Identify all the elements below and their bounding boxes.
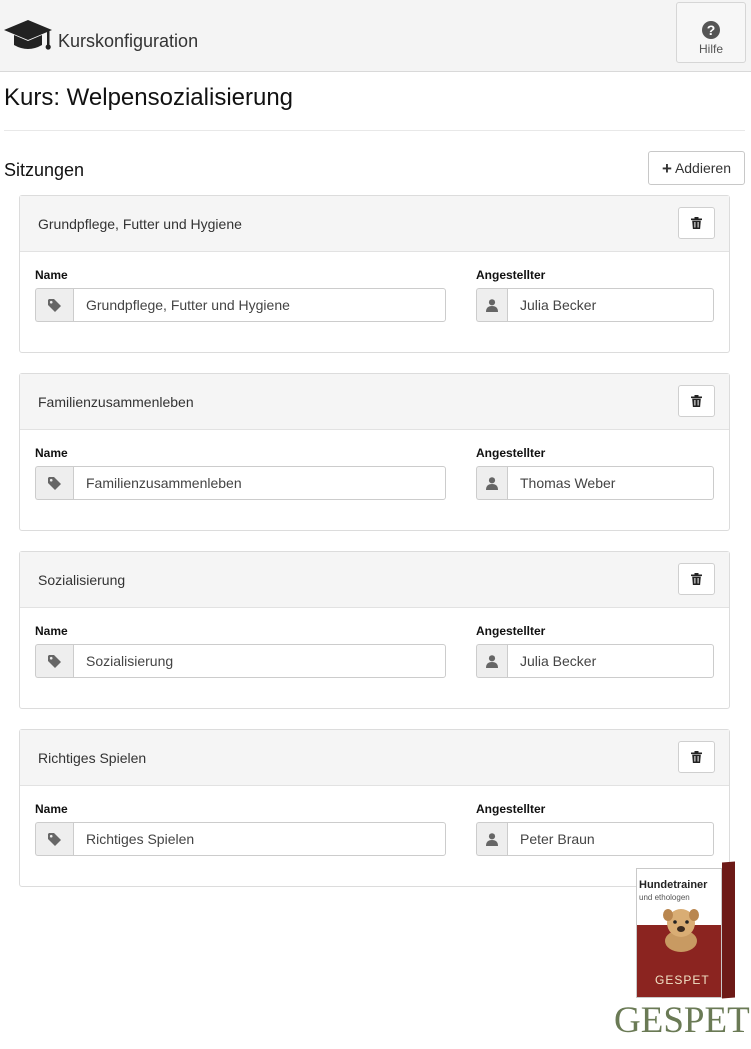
session-card-header xyxy=(20,552,729,608)
trash-icon xyxy=(691,217,702,229)
name-label: Name xyxy=(35,802,68,816)
employee-label: Angestellter xyxy=(476,624,546,638)
name-input-group xyxy=(35,288,446,322)
session-title: Familienzusammenleben xyxy=(38,394,194,410)
session-card-header xyxy=(20,374,729,430)
help-label: Hilfe xyxy=(698,42,723,56)
session-title: Richtiges Spielen xyxy=(38,750,147,766)
name-input-group xyxy=(35,822,446,856)
tag-icon xyxy=(35,466,73,500)
session-card-header xyxy=(20,196,729,252)
course-title: Kurs: Welpensozialisierung xyxy=(4,84,294,111)
trash-icon xyxy=(691,751,702,763)
divider xyxy=(4,130,745,131)
trash-icon xyxy=(691,395,702,407)
gespet-branding xyxy=(614,862,749,1047)
session-card-3 xyxy=(19,551,730,709)
product-box-brand: GESPET xyxy=(655,973,710,987)
question-circle-icon: ? xyxy=(702,21,720,39)
product-box xyxy=(636,862,733,1000)
employee-label: Angestellter xyxy=(476,446,546,460)
employee-input-group xyxy=(476,644,714,678)
session-title: Sozialisierung xyxy=(38,572,126,588)
help-button[interactable] xyxy=(676,2,746,63)
dog-icon xyxy=(659,903,703,953)
session-name-input[interactable] xyxy=(73,288,446,322)
session-employee-input[interactable] xyxy=(507,822,714,856)
name-label: Name xyxy=(35,268,68,282)
session-employee-input[interactable] xyxy=(507,644,714,678)
name-input-group xyxy=(35,644,446,678)
trash-icon xyxy=(691,573,702,585)
name-label: Name xyxy=(35,624,68,638)
session-card-1 xyxy=(19,195,730,353)
session-employee-input[interactable] xyxy=(507,288,714,322)
delete-session-button[interactable] xyxy=(678,385,715,417)
product-box-front xyxy=(636,868,722,998)
session-title: Grundpflege, Futter und Hygiene xyxy=(38,216,242,232)
gespet-logo: GESPET xyxy=(614,1000,750,1041)
product-box-side xyxy=(722,862,735,999)
tag-icon xyxy=(35,822,73,856)
user-icon xyxy=(476,466,507,500)
employee-label: Angestellter xyxy=(476,268,546,282)
name-label: Name xyxy=(35,446,68,460)
plus-icon: + xyxy=(662,158,672,178)
session-name-input[interactable] xyxy=(73,466,446,500)
delete-session-button[interactable] xyxy=(678,207,715,239)
session-name-input[interactable] xyxy=(73,644,446,678)
session-name-input[interactable] xyxy=(73,822,446,856)
employee-label: Angestellter xyxy=(476,802,546,816)
session-employee-input[interactable] xyxy=(507,466,714,500)
employee-input-group xyxy=(476,822,714,856)
employee-input-group xyxy=(476,288,714,322)
user-icon xyxy=(476,288,507,322)
tag-icon xyxy=(35,644,73,678)
product-box-subtitle: und ethologen xyxy=(639,893,690,902)
user-icon xyxy=(476,644,507,678)
add-label: Addieren xyxy=(674,160,731,176)
employee-input-group xyxy=(476,466,714,500)
sessions-title: Sitzungen xyxy=(4,160,85,180)
session-card-header xyxy=(20,730,729,786)
app-title: Kurskonfiguration xyxy=(58,31,199,51)
product-box-title: Hundetrainer xyxy=(639,879,708,891)
session-card-2 xyxy=(19,373,730,531)
delete-session-button[interactable] xyxy=(678,563,715,595)
add-session-button[interactable] xyxy=(648,151,745,185)
tag-icon xyxy=(35,288,73,322)
graduation-cap-icon xyxy=(4,16,52,56)
user-icon xyxy=(476,822,507,856)
top-bar xyxy=(0,0,751,72)
name-input-group xyxy=(35,466,446,500)
delete-session-button[interactable] xyxy=(678,741,715,773)
